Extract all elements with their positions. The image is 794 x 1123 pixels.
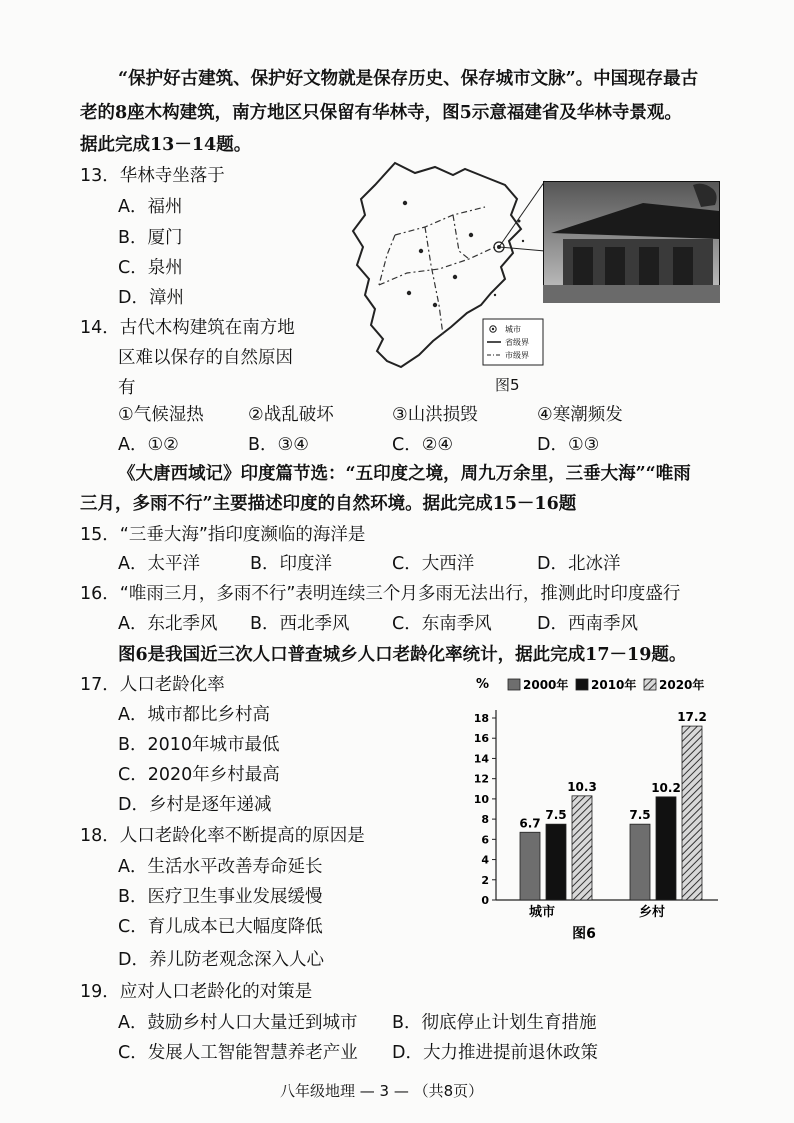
legend-swatch bbox=[576, 679, 588, 690]
q15-option-c[interactable]: C．大西洋 bbox=[392, 554, 475, 574]
q14-item-2: ②战乱破坏 bbox=[248, 405, 334, 425]
q19-option-b[interactable]: B．彻底停止计划生育措施 bbox=[392, 1013, 597, 1033]
q19-option-c[interactable]: C．发展人工智能智慧养老产业 bbox=[118, 1043, 358, 1063]
city-dot bbox=[419, 249, 423, 253]
hualin-temple-photo bbox=[543, 181, 720, 303]
q14-stem-line3: 有 bbox=[118, 378, 136, 398]
legend-label: 2000年 bbox=[523, 678, 569, 692]
q16-option-d[interactable]: D．西南季风 bbox=[537, 614, 638, 634]
q13-stem: 13．华林寺坐落于 bbox=[80, 166, 225, 186]
city-dot bbox=[433, 303, 437, 307]
passage1-line3: 据此完成13－14题。 bbox=[80, 135, 252, 155]
page-footer: 八年级地理 — 3 — （共8页） bbox=[280, 1082, 484, 1100]
q19-option-d[interactable]: D．大力推进提前退休政策 bbox=[392, 1043, 598, 1063]
q13-option-a[interactable]: A．福州 bbox=[118, 197, 183, 217]
legend-city-border: 市级界 bbox=[505, 351, 529, 360]
y-tick-label: 12 bbox=[473, 772, 489, 786]
q18-option-c[interactable]: C．育儿成本已大幅度降低 bbox=[118, 917, 323, 937]
city-border-5 bbox=[379, 235, 395, 285]
q15-option-b[interactable]: B．印度洋 bbox=[250, 554, 333, 574]
city-dot bbox=[403, 201, 407, 205]
passage3-line1: 图6是我国近三次人口普查城乡人口老龄化率统计，据此完成17－19题。 bbox=[118, 645, 687, 665]
q18-option-a[interactable]: A．生活水平改善寿命延长 bbox=[118, 857, 323, 877]
category-label: 乡村 bbox=[638, 905, 666, 920]
y-tick-label: 2 bbox=[481, 873, 489, 887]
q14-option-d[interactable]: D．①③ bbox=[537, 435, 600, 455]
category-label: 城市 bbox=[528, 905, 556, 920]
q14-option-a[interactable]: A．①② bbox=[118, 435, 179, 455]
q19-stem: 19．应对人口老龄化的对策是 bbox=[80, 982, 313, 1002]
data-label: 7.5 bbox=[545, 808, 567, 823]
data-label: 17.2 bbox=[677, 710, 707, 725]
city-border-1 bbox=[395, 207, 485, 235]
q16-option-c[interactable]: C．东南季风 bbox=[392, 614, 492, 634]
figure6-caption: 图6 bbox=[572, 926, 596, 942]
bar bbox=[546, 824, 566, 900]
city-dot bbox=[453, 275, 457, 279]
y-tick-label: 0 bbox=[481, 894, 489, 907]
city-dot bbox=[469, 233, 473, 237]
q17-option-d[interactable]: D．乡村是逐年递减 bbox=[118, 795, 272, 815]
y-tick-label: 10 bbox=[473, 792, 489, 806]
bar bbox=[682, 726, 702, 900]
q16-stem: 16．“唯雨三月，多雨不行”表明连续三个月多雨无法出行，推测此时印度盛行 bbox=[80, 584, 681, 604]
q14-item-1: ①气候湿热 bbox=[118, 405, 204, 425]
city-border-4 bbox=[453, 215, 469, 259]
passage1-line1: “保护好古建筑、保护好文物就是保存历史、保存城市文脉”。中国现存最古 bbox=[118, 69, 699, 89]
q17-option-c[interactable]: C．2020年乡村最高 bbox=[118, 765, 280, 785]
passage1-line2: 老的8座木构建筑，南方地区只保留有华林寺，图5示意福建省及华林寺景观。 bbox=[80, 103, 682, 123]
q13-option-c[interactable]: C．泉州 bbox=[118, 258, 183, 278]
passage2-line2: 三月，多雨不行”主要描述印度的自然环境。据此完成15－16题 bbox=[80, 494, 577, 514]
bar bbox=[520, 832, 540, 900]
q14-item-3: ③山洪损毁 bbox=[392, 405, 478, 425]
q16-option-b[interactable]: B．西北季风 bbox=[250, 614, 350, 634]
y-tick-label: 14 bbox=[473, 752, 489, 766]
bar bbox=[630, 824, 650, 900]
q19-option-a[interactable]: A．鼓励乡村人口大量迁到城市 bbox=[118, 1013, 358, 1033]
q17-option-b[interactable]: B．2010年城市最低 bbox=[118, 735, 280, 755]
passage2-line1: 《大唐西域记》印度篇节选：“五印度之境，周九万余里，三垂大海”“唯雨 bbox=[118, 464, 691, 484]
q13-option-b[interactable]: B．厦门 bbox=[118, 228, 183, 248]
q14-item-4: ④寒潮频发 bbox=[537, 405, 623, 425]
q15-stem: 15．“三垂大海”指印度濒临的海洋是 bbox=[80, 525, 366, 545]
city-border-3 bbox=[425, 227, 443, 335]
q18-option-d[interactable]: D．养儿防老观念深入人心 bbox=[118, 950, 324, 970]
y-tick-label: 8 bbox=[481, 813, 489, 827]
data-label: 6.7 bbox=[519, 816, 541, 831]
city-dot bbox=[407, 291, 411, 295]
q18-option-b[interactable]: B．医疗卫生事业发展缓慢 bbox=[118, 887, 323, 907]
data-label: 10.3 bbox=[567, 779, 597, 794]
y-tick-label: 6 bbox=[481, 833, 489, 847]
legend-label: 2010年 bbox=[591, 678, 637, 692]
q15-option-a[interactable]: A．太平洋 bbox=[118, 554, 200, 574]
legend-swatch bbox=[508, 679, 520, 690]
q14-stem-line1: 14．古代木构建筑在南方地 bbox=[80, 318, 295, 338]
figure5-caption: 图5 bbox=[495, 376, 520, 394]
q17-option-a[interactable]: A．城市都比乡村高 bbox=[118, 705, 270, 725]
bar bbox=[572, 796, 592, 900]
city-border-2 bbox=[379, 247, 495, 285]
legend-label: 2020年 bbox=[659, 678, 705, 692]
data-label: 10.2 bbox=[651, 780, 681, 795]
bar bbox=[656, 797, 676, 900]
legend-swatch bbox=[644, 679, 656, 690]
q14-option-c[interactable]: C．②④ bbox=[392, 435, 454, 455]
q13-option-d[interactable]: D．漳州 bbox=[118, 288, 184, 308]
q14-option-b[interactable]: B．③④ bbox=[248, 435, 309, 455]
island bbox=[494, 294, 496, 296]
y-tick-label: 18 bbox=[473, 712, 489, 725]
legend-city: 城市 bbox=[505, 325, 521, 334]
data-label: 7.5 bbox=[629, 808, 651, 823]
y-axis-label: % bbox=[476, 677, 490, 692]
q16-option-a[interactable]: A．东北季风 bbox=[118, 614, 218, 634]
q15-option-d[interactable]: D．北冰洋 bbox=[537, 554, 621, 574]
q18-stem: 18．人口老龄化率不断提高的原因是 bbox=[80, 826, 365, 846]
q17-stem: 17．人口老龄化率 bbox=[80, 675, 225, 695]
q14-stem-line2: 区难以保存的自然原因 bbox=[118, 348, 293, 368]
y-tick-label: 4 bbox=[481, 853, 489, 867]
y-tick-label: 16 bbox=[473, 732, 489, 746]
legend-province-border: 省级界 bbox=[505, 338, 529, 347]
aging-rate-chart bbox=[468, 672, 724, 942]
